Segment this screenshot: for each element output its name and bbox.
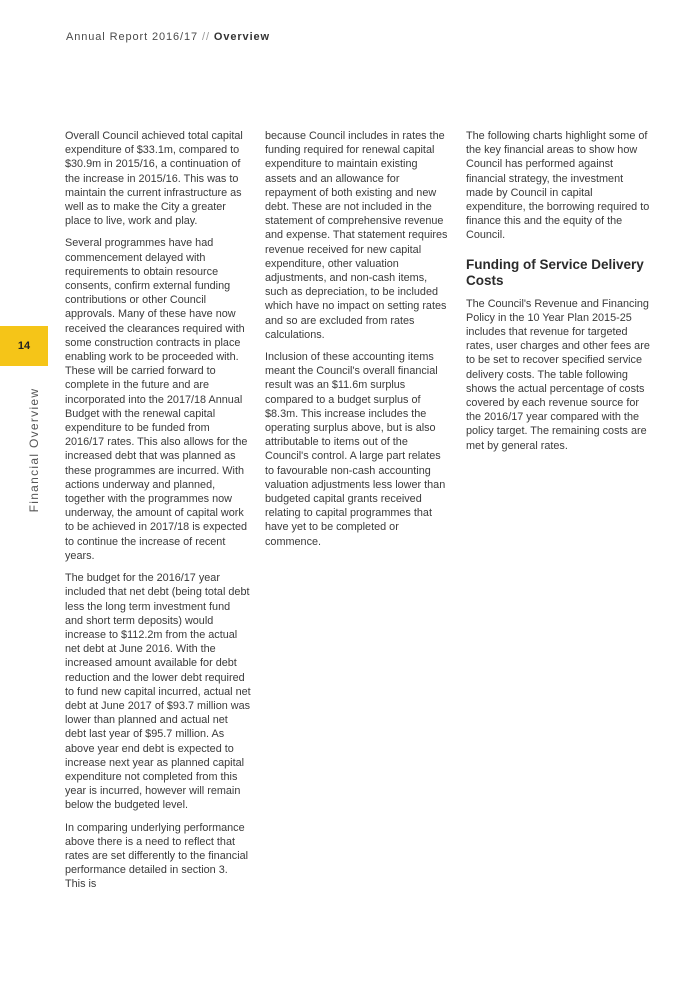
running-header [66, 31, 270, 43]
paragraph: The Council's Revenue and Financing Policy in the 10 Year Plan 2015-25 includes that revenue for targeted rates, user charges and other fees are to be set to recover specified service delivery costs. The table following shows the actual percentage of costs covered by each revenue source for the 2016/17 year compared with the policy target. The remaining costs are met by general rates. [466, 297, 650, 452]
section-heading: Funding of Service Delivery Costs [466, 256, 644, 288]
text-column-2 [265, 129, 451, 557]
page-number: 14 [17, 340, 31, 352]
paragraph: The following charts highlight some of the key financial areas to show how Council has performed against financial strategy, the investment made by Council in capital expenditure, the borrowing required to finance this and the equity of the Council. [466, 130, 650, 242]
page-number-tab [0, 326, 48, 366]
paragraph: In comparing underlying performance above there is a need to reflect that rates are set differently to the financial performance detailed in section 3. This is [65, 821, 249, 891]
paragraph: Inclusion of these accounting items meant the Council's overall financial result was an $11.6m surplus compared to a budget surplus of $8.3m. This increase includes the operating surplus above, but is also attributable to items out of the Council's control. A large part relates to favourable non-cash accounting valuation adjustments less lower than budgeted capital grants received relating to capital programmes that have yet to be completed or commence. [265, 351, 446, 548]
text-column-1 [65, 129, 251, 900]
header-separator: // [198, 31, 214, 43]
paragraph: Several programmes have had commencement delayed with requirements to obtain resource consents, confirm external funding contributions or other Council approvals. Many of these have now received the clearances required with some construction contracts in place enabling work to be proceeded with. These will be carried forward to complete in the future and are incorporated into the 2017/18 Annual Budget with the renewal capital expenditure to be funded from 2016/17 rates. This also allows for the increased debt that was planned as these programmes are incurred. With actions underway and planned, together with the programmes now underway, the amount of capital work to be achieved in 2017/18 is expected to continue the increase of recent years. [65, 237, 248, 562]
report-title: Annual Report 2016/17 [66, 31, 199, 43]
text-column-3 [466, 129, 652, 461]
section-title: Overview [213, 31, 270, 43]
paragraph: The budget for the 2016/17 year included that net debt (being total debt less the long term investment fund and short term deposits) would increase to $112.2m from the actual net debt at June 2016. With the increased amount available for debt reduction and the lower debt required to fund new capital incurred, actual net debt at June 2017 of $93.7 million was lower than planned and actual net debt last year of $95.7 million. As above year end debt is expected to increase next year as planned capital expenditure not completed from this year is incurred, however will remain below the budgeted level. [65, 572, 251, 812]
paragraph: because Council includes in rates the funding required for renewal capital expenditure to maintain existing assets and an allowance for repayment of both existing and new debt. These are not included in the statement of comprehensive revenue and expense. That statement requires revenue received for new capital expenditure, other valuation adjustments, and non-cash items, such as depreciation, to be included which have no impact on setting rates and so are excluded from rates calculations. [265, 130, 448, 341]
paragraph: Overall Council achieved total capital expenditure of $33.1m, compared to $30.9m in 2015/16, a continuation of the increase in 2015/16. This was to maintain the current infrastructure as well as to make the City a greater place to live, work and play. [65, 130, 243, 228]
section-side-label: Financial Overview [27, 387, 41, 513]
